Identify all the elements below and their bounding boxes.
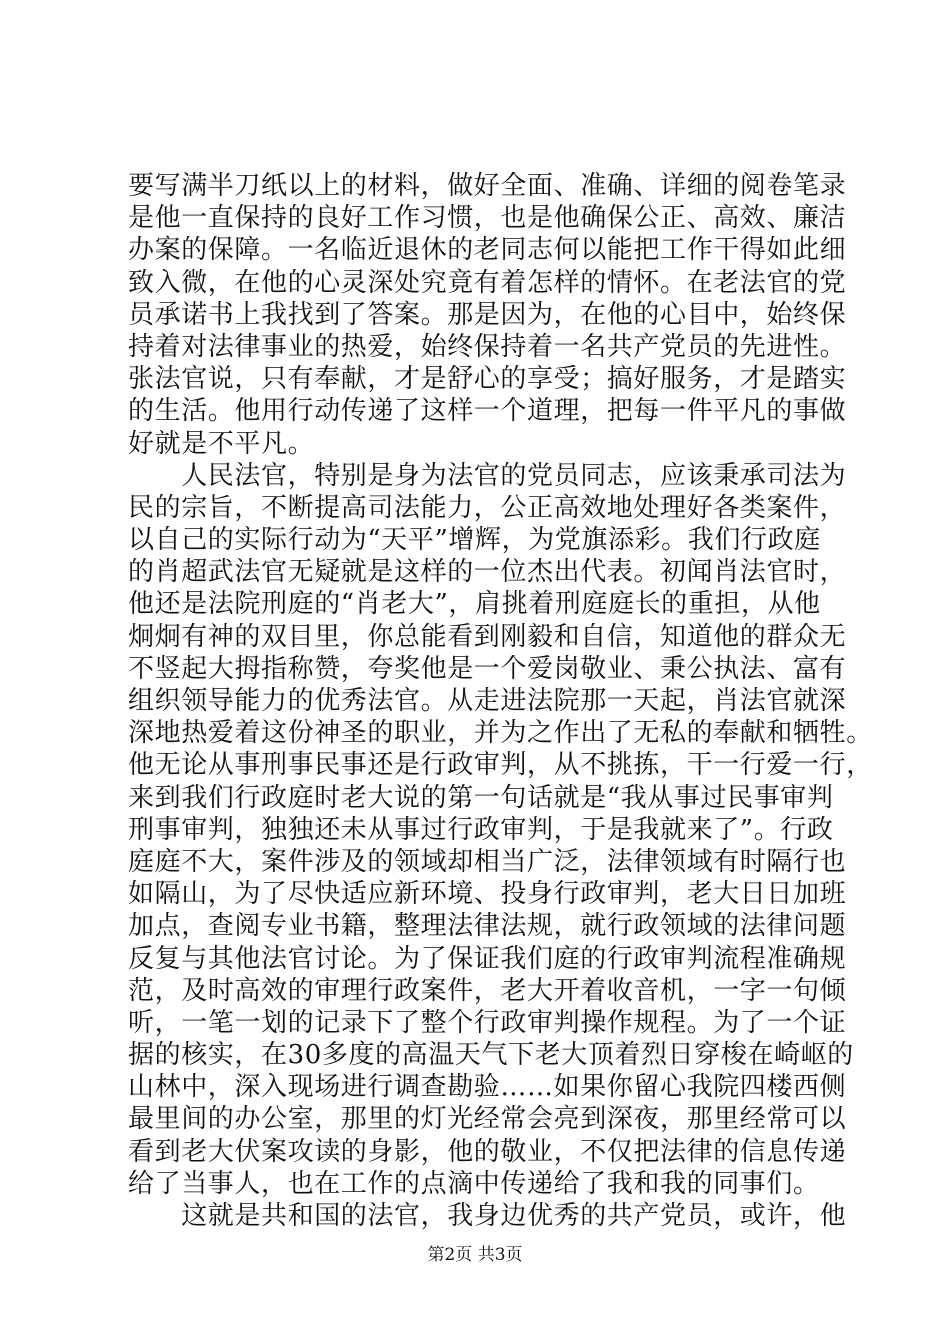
text-line: 人民法官，特别是身为法官的党员同志，应该秉承司法为 (128, 460, 847, 491)
body-text (128, 170, 873, 1232)
text-line: 给了当事人，也在工作的点滴中传递给了我和我的同事们。 (128, 1168, 820, 1199)
text-line: 最里间的办公室，那里的灯光经常会亮到深夜，那里经常可以 (128, 1104, 847, 1135)
text-line: 致入微，在他的心灵深处究竟有着怎样的情怀。在老法官的党 (128, 267, 847, 298)
text-line: 的生活。他用行动传递了这样一个道理，把每一件平凡的事做 (128, 396, 847, 427)
text-line: 张法官说，只有奉献，才是舒心的享受；搞好服务，才是踏实 (128, 364, 847, 395)
text-line: 听，一笔一划的记录下了整个行政审判操作规程。为了一个证 (128, 1007, 847, 1038)
page-footer: 第2页 共3页 (427, 1245, 523, 1265)
text-line: 炯炯有神的双目里，你总能看到刚毅和自信，知道他的群众无 (128, 621, 847, 652)
text-line: 庭庭不大，案件涉及的领域却相当广泛，法律领域有时隔行也 (128, 846, 847, 877)
text-line: 看到老大伏案攻读的身影，他的敬业，不仅把法律的信息传递 (128, 1136, 847, 1167)
text-line: 据的核实，在30多度的高温天气下老大顶着烈日穿梭在崎岖的 (128, 1040, 854, 1071)
text-line: 组织领导能力的优秀法官。从走进法院那一天起，肖法官就深 (128, 686, 847, 716)
text-line: 如隔山，为了尽快适应新环境、投身行政审判，老大日日加班 (128, 879, 847, 910)
text-line: 员承诺书上我找到了答案。那是因为，在他的心目中，始终保 (128, 299, 847, 330)
text-line: 山林中，深入现场进行调查勘验……如果你留心我院四楼西侧 (128, 1072, 847, 1103)
text-line: 不竖起大拇指称赞，夸奖他是一个爱岗敬业、秉公执法、富有 (128, 653, 847, 684)
text-line: 以自己的实际行动为“天平”增辉，为党旗添彩。我们行政庭 (128, 525, 821, 556)
text-line: 来到我们行政庭时老大说的第一句话就是“我从事过民事审判 (128, 782, 834, 813)
text-line: 范，及时高效的审理行政案件，老大开着收音机，一字一句倾 (128, 975, 847, 1006)
text-line: 反复与其他法官讨论。为了保证我们庭的行政审判流程准确规 (128, 943, 847, 974)
text-line: 的肖超武法官无疑就是这样的一位杰出代表。初闻肖法官时， (128, 557, 847, 588)
text-line: 刑事审判，独独还未从事过行政审判，于是我就来了”。行政 (128, 814, 834, 845)
text-line: 这就是共和国的法官，我身边优秀的共产党员，或许，他 (128, 1201, 847, 1231)
text-line: 加点，查阅专业书籍，整理法律法规，就行政领域的法律问题 (128, 911, 847, 942)
text-line: 民的宗旨，不断提高司法能力，公正高效地处理好各类案件， (128, 492, 847, 523)
text-line: 是他一直保持的良好工作习惯，也是他确保公正、高效、廉洁 (128, 203, 847, 234)
text-line: 好就是不平凡。 (128, 428, 315, 459)
text-line: 他还是法院刑庭的“肖老大”，肩挑着刑庭庭长的重担，从他 (128, 589, 821, 620)
text-line: 深地热爱着这份神圣的职业，并为之作出了无私的奉献和牺牲。 (128, 718, 873, 749)
text-line: 他无论从事刑事民事还是行政审判，从不挑拣，干一行爱一行， (128, 750, 873, 781)
text-line: 持着对法律事业的热爱，始终保持着一名共产党员的先进性。 (128, 331, 847, 362)
text-line: 办案的保障。一名临近退休的老同志何以能把工作干得如此细 (128, 235, 847, 266)
text-line: 要写满半刀纸以上的材料，做好全面、准确、详细的阅卷笔录 (128, 171, 847, 201)
